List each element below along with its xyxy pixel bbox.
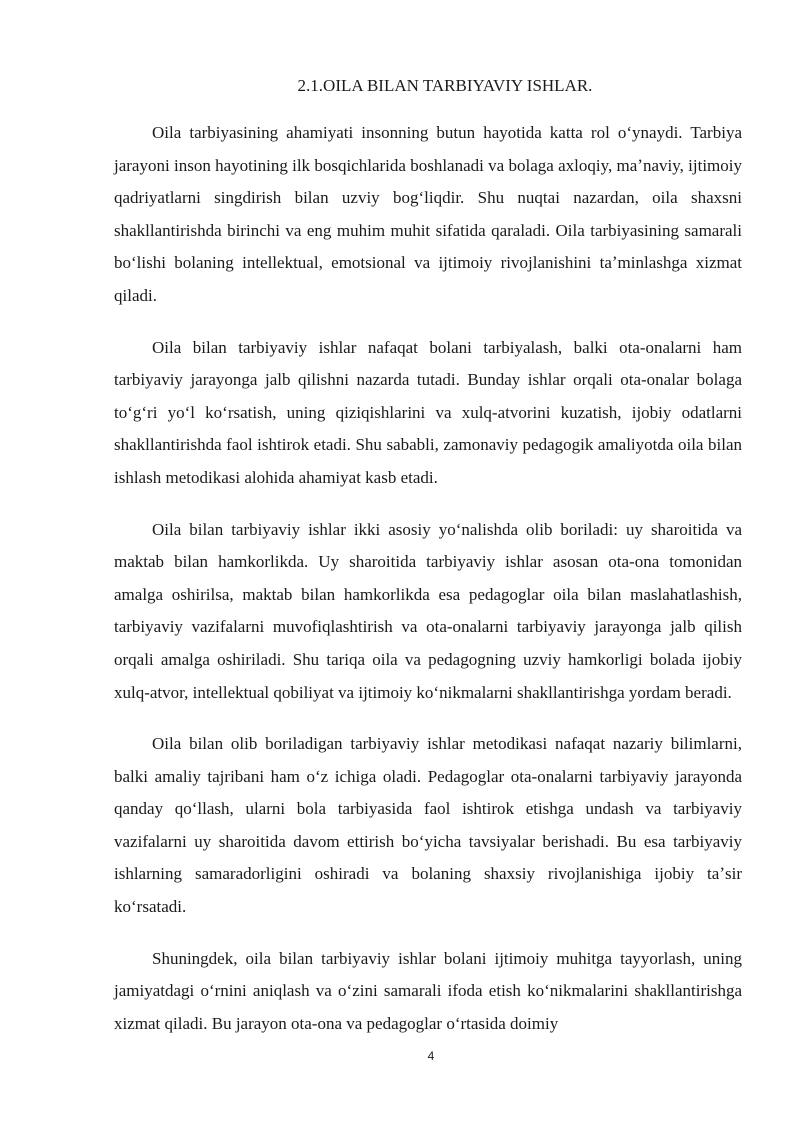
page-number: 4 bbox=[427, 1049, 435, 1063]
body-text bbox=[114, 117, 742, 1059]
section-heading: 2.1.OILA BILAN TARBIYAVIY ISHLAR. bbox=[297, 76, 593, 95]
paragraph: Oila tarbiyasining ahamiyati insonning butun hayotida katta rol oʻynaydi. Tarbiya jarayoni inson hayotining ilk bosqichlarida boshlanadi va bolaga axloqiy, maʼnaviy, ijtimoiy qadriyatlarni singdirish bilan uzviy bogʻliqdir. Shu nuqtai nazardan, oila shaxsni shakllantirishda birinchi va eng muhim muhit sifatida qaraladi. Oila tarbiyasining samarali boʻlishi bolaning intellektual, emotsional va ijtimoiy rivojlanishini taʼminlashga xizmat qiladi. bbox=[114, 123, 742, 305]
paragraph: Oila bilan olib boriladigan tarbiyaviy ishlar metodikasi nafaqat nazariy bilimlarni, balki amaliy tajribani ham oʻz ichiga oladi. Pedagoglar ota-onalarni tarbiyaviy jarayonda qanday qoʻllash, ularni bola tarbiyasida faol ishtirok etishga undash va tarbiyaviy vazifalarni uy sharoitida davom ettirish boʻyicha tavsiyalar berishadi. Bu esa tarbiyaviy ishlarning samaradorligini oshiradi va bolaning shaxsiy rivojlanishiga ijobiy taʼsir koʻrsatadi. bbox=[114, 734, 742, 917]
paragraph: Shuningdek, oila bilan tarbiyaviy ishlar bolani ijtimoiy muhitga tayyorlash, uning jamiyatdagi oʻrnini aniqlash va oʻzini samarali ifoda etish koʻnikmalarini shakllantirishga xizmat qiladi. Bu jarayon ota-ona va pedagoglar oʻrtasida doimiy bbox=[114, 948, 742, 1033]
paragraph: Oila bilan tarbiyaviy ishlar ikki asosiy yoʻnalishda olib boriladi: uy sharoitida va maktab bilan hamkorlikda. Uy sharoitida tarbiyaviy ishlar asosan ota-ona tomonidan amalga oshirilsa, maktab bilan hamkorlikda esa pedagoglar oila bilan maslahatlashish, tarbiyaviy vazifalarni muvofiqlashtirish va ota-onalarni tarbiyaviy jarayonga jalb qilish orqali amalga oshiriladi. Shu tariqa oila va pedagogning uzviy hamkorligi bolada ijobiy xulq-atvor, intellektual qobiliyat va ijtimoiy koʻnikmalarni shakllantirishga yordam beradi. bbox=[114, 519, 742, 702]
paragraph: Oila bilan tarbiyaviy ishlar nafaqat bolani tarbiyalash, balki ota-onalarni ham tarbiyaviy jarayonga jalb qilishni nazarda tutadi. Bunday ishlar orqali ota-onalar bolaga toʻgʻri yoʻl koʻrsatish, uning qiziqishlarini va xulq-atvorini kuzatish, ijobiy odatlarni shakllantirishda faol ishtirok etadi. Shu sababli, zamonaviy pedagogik amaliyotda oila bilan ishlash metodikasi alohida ahamiyat kasb etadi. bbox=[114, 337, 742, 487]
